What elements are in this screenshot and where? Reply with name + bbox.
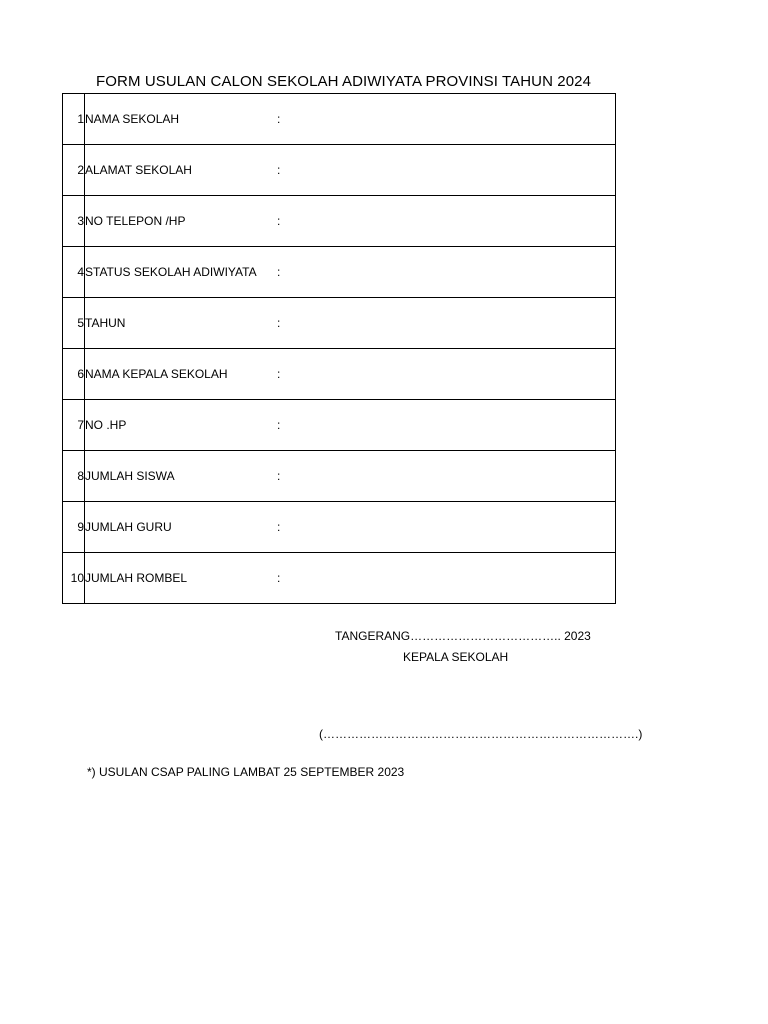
table-row	[63, 247, 616, 298]
table-row	[63, 349, 616, 400]
field-separator: :	[277, 571, 281, 585]
field-separator: :	[277, 316, 281, 330]
field-separator: :	[277, 112, 281, 126]
form-table	[62, 93, 616, 604]
row-number: 7	[63, 400, 85, 451]
row-number: 1	[63, 94, 85, 145]
row-number: 10	[63, 553, 85, 604]
table-row	[63, 145, 616, 196]
row-number: 6	[63, 349, 85, 400]
row-number: 8	[63, 451, 85, 502]
form-field[interactable]	[85, 502, 616, 553]
signature-position: KEPALA SEKOLAH	[403, 650, 509, 664]
table-row	[63, 400, 616, 451]
table-row	[63, 553, 616, 604]
table-row	[63, 502, 616, 553]
table-row	[63, 94, 616, 145]
field-label: JUMLAH GURU	[85, 520, 172, 534]
field-separator: :	[277, 163, 281, 177]
field-label: JUMLAH SISWA	[85, 469, 175, 483]
signature-place-date: TANGERANG……………………………….. 2023	[335, 629, 591, 643]
field-label: NO .HP	[85, 418, 127, 432]
field-separator: :	[277, 469, 281, 483]
field-separator: :	[277, 418, 281, 432]
row-number: 3	[63, 196, 85, 247]
field-label: TAHUN	[85, 316, 126, 330]
form-field[interactable]	[85, 298, 616, 349]
row-number: 5	[63, 298, 85, 349]
field-label: ALAMAT SEKOLAH	[85, 163, 192, 177]
form-field[interactable]	[85, 553, 616, 604]
form-field[interactable]	[85, 145, 616, 196]
field-separator: :	[277, 520, 281, 534]
form-field[interactable]	[85, 349, 616, 400]
field-label: NO TELEPON /HP	[85, 214, 186, 228]
field-separator: :	[277, 265, 281, 279]
form-title: FORM USULAN CALON SEKOLAH ADIWIYATA PROVINSI TAHUN 2024	[96, 73, 592, 90]
field-label: NAMA SEKOLAH	[85, 112, 180, 126]
field-label: STATUS SEKOLAH ADIWIYATA	[85, 265, 257, 279]
form-field[interactable]	[85, 94, 616, 145]
table-row	[63, 196, 616, 247]
form-field[interactable]	[85, 451, 616, 502]
signature-name-line: (…………………………………………………………………….)	[319, 727, 643, 741]
field-label: NAMA KEPALA SEKOLAH	[85, 367, 228, 381]
table-row	[63, 298, 616, 349]
row-number: 9	[63, 502, 85, 553]
field-separator: :	[277, 214, 281, 228]
form-field[interactable]	[85, 247, 616, 298]
form-field[interactable]	[85, 196, 616, 247]
footnote: *) USULAN CSAP PALING LAMBAT 25 SEPTEMBER 2023	[87, 765, 405, 779]
table-row	[63, 451, 616, 502]
field-separator: :	[277, 367, 281, 381]
form-field[interactable]	[85, 400, 616, 451]
field-label: JUMLAH ROMBEL	[85, 571, 188, 585]
row-number: 4	[63, 247, 85, 298]
row-number: 2	[63, 145, 85, 196]
